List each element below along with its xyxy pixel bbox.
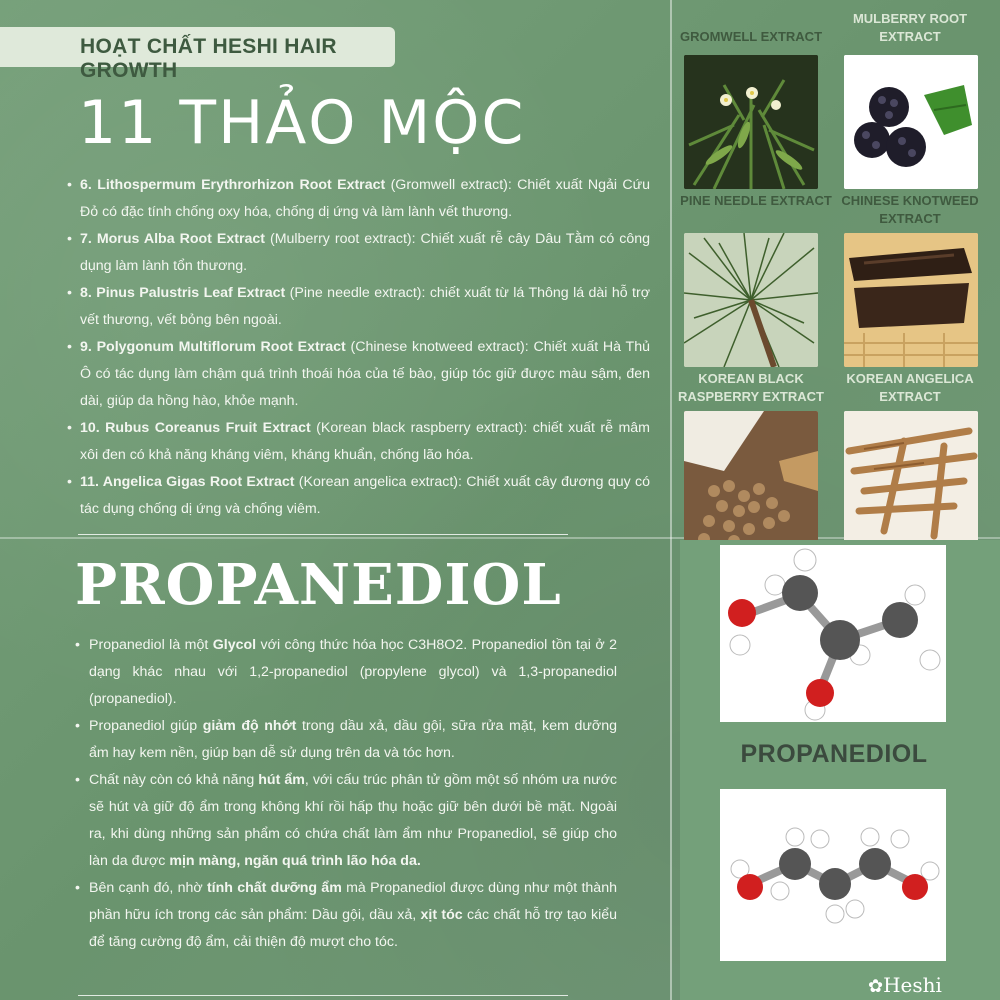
herb-desc: (Mulberry root extract): Chiết xuất rễ cây Dâu Tằm có công dụng làm lành tổn thương. [80, 231, 650, 274]
herb-list [80, 172, 650, 523]
mulberry-label: MULBERRY ROOT EXTRACT [852, 11, 968, 44]
mulberry-photo [844, 55, 978, 189]
list-item [80, 280, 650, 334]
herb-desc: (Korean black raspberry extract): chiết xuất rễ mâm xôi đen có khả năng kháng viêm, kháng khuẩn, chống lão hóa. [80, 420, 650, 463]
section-badge: HOẠT CHẤT HESHI HAIR GROWTH [0, 27, 395, 67]
brand-logo: ✿Heshi [868, 973, 942, 997]
herbs-title: 11 THẢO MỘC [78, 88, 526, 158]
propanediol-title: PROPANEDIOL [75, 552, 562, 618]
angelica-photo [844, 411, 978, 545]
list-item: • Bên cạnh đó, nhờ tính chất dưỡng ẩm mà Propanediol được dùng như một thành phần hữu ích trong các sản phẩm: Dầu gội, dầu xả, xịt tóc các chất hỗ trợ tạo kiểu để tăng cường độ ẩm, cải thiện độ mượt cho tóc. [89, 875, 617, 956]
raspberry-photo [684, 411, 818, 545]
list-item [80, 469, 650, 523]
list-item [80, 172, 650, 226]
herb-desc: (Pine needle extract): chiết xuất từ lá Thông lá dài hỗ trợ vết thương, vết bỏng bên ngoài. [80, 285, 650, 328]
herb-name: 8. Pinus Palustris Leaf Extract [80, 285, 286, 301]
list-item: • Propanediol giúp giảm độ nhớt trong dầu xả, dầu gội, sữa rửa mặt, kem dưỡng ẩm hay kem nền, giúp bạn dễ sử dụng trên da và tóc hơn. [89, 713, 617, 767]
propanediol-caption: PROPANEDIOL [740, 740, 928, 768]
herb-name: 11. Angelica Gigas Root Extract [80, 474, 295, 490]
gromwell-photo [684, 55, 818, 189]
list-item [80, 334, 650, 415]
list-item [80, 226, 650, 280]
gromwell-label: GROMWELL EXTRACT [679, 29, 823, 44]
knotweed-label: CHINESE KNOTWEED EXTRACT [841, 193, 979, 226]
list-item: • Chất này còn có khả năng hút ẩm, với cấu trúc phân tử gồm một số nhóm ưa nước sẽ hút và giữ độ ẩm trong không khí rồi hấp thụ hoặc giữ bên dưới bề mặt. Ngoài ra, khi dùng những sản phẩm có chứa chất làm ẩm như Propanediol, sẽ giúp cho làn da được mịn màng, ngăn quá trình lão hóa da. [89, 767, 617, 875]
column-divider [670, 0, 672, 1000]
propanediol-list [89, 632, 617, 956]
herb-name: 7. Morus Alba Root Extract [80, 231, 265, 247]
herb-name: 9. Polygonum Multiflorum Root Extract [80, 339, 346, 355]
angelica-label: KOREAN ANGELICA EXTRACT [846, 371, 974, 404]
bottom-divider [78, 995, 568, 996]
herb-desc: (Gromwell extract): Chiết xuất Ngải Cứu Đỏ có đặc tính chống oxy hóa, chống dị ứng và làm lành vết thương. [80, 177, 650, 220]
herb-desc: (Chinese knotweed extract): Chiết xuất Hà Thủ Ô có tác dụng làm chậm quá trình thoái hóa của tế bào, giúp tóc giữ được màu sậm, đen dài, giúp da hồng hào, khỏe mạnh. [80, 339, 650, 409]
herb-desc: (Korean angelica extract): Chiết xuất cây đương quy có tác dụng chống dị ứng và chống viêm. [80, 474, 650, 517]
pine-photo [684, 233, 818, 367]
underline-divider [78, 534, 568, 535]
list-item [80, 415, 650, 469]
knotweed-photo [844, 233, 978, 367]
herb-name: 10. Rubus Coreanus Fruit Extract [80, 420, 311, 436]
raspberry-label: KOREAN BLACK RASPBERRY EXTRACT [678, 371, 824, 404]
molecule-image-1 [720, 545, 946, 722]
list-item: • Propanediol là một Glycol với công thức hóa học C3H8O2. Propanediol tồn tại ở 2 dạng khác nhau với 1,2-propanediol (propylene glycol) và 1,3-propanediol (propanediol). [89, 632, 617, 713]
molecule-image-2 [720, 789, 946, 961]
herb-name: 6. Lithospermum Erythrorhizon Root Extract [80, 177, 386, 193]
logo-mark-icon: ✿ [868, 976, 884, 997]
pine-label: PINE NEEDLE EXTRACT [680, 193, 832, 208]
